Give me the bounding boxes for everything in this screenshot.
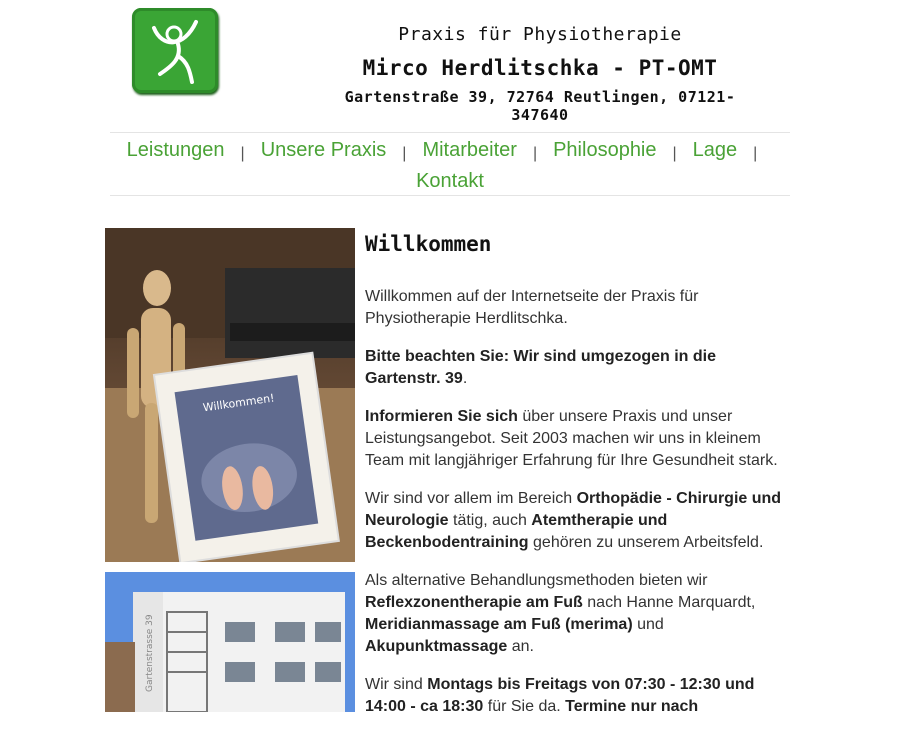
frame-caption: Willkommen! [202,391,276,415]
specialties-paragraph: Wir sind vor allem im Bereich Orthopädie - Chirurgie und Neurologie tätig, auch Atemtherapie und Beckenbodentraining gehören zu unserem Arbeitsfeld. [365,490,782,551]
header-practice-name: Mirco Herdlitschka - PT-OMT [362,56,718,80]
header-address: Gartenstraße 39, 72764 Reutlingen, 07121-347640 [344,88,736,124]
nav-separator: | [532,145,538,162]
nav-separator: | [753,145,758,162]
nav-link-leistungen[interactable]: Leistungen [126,139,225,161]
nav-link-philosophie[interactable]: Philosophie [553,139,657,161]
nav-separator: | [402,145,407,162]
practice-logo[interactable] [132,8,218,93]
nav-link-unsere-praxis[interactable]: Unsere Praxis [260,139,387,161]
relocation-notice: Bitte beachten Sie: Wir sind umgezogen in die Gartenstr. 39. [365,348,717,387]
nav-link-lage[interactable]: Lage [692,139,738,161]
nav-separator: | [240,145,245,162]
page-title: Willkommen [365,232,492,256]
main-navigation [110,132,790,196]
alternative-methods-paragraph: Als alternative Behandlungsmethoden bieten wir Reflexzonentherapie am Fuß nach Hanne Marquardt, Meridianmassage am Fuß (merima) und Akupunktmassage an. [365,572,756,655]
intro-paragraph: Willkommen auf der Internetseite der Praxis für Physiotherapie Herdlitschka. [365,288,699,327]
info-paragraph: Informieren Sie sich über unsere Praxis und unser Leistungsangebot. Seit 2003 machen wir uns in kleinem Team mit langjähriger Erfahrung für Ihre Gesundheit stark. [365,408,778,469]
nav-link-mitarbeiter[interactable]: Mitarbeiter [422,139,517,161]
building-address-sign: Gartenstrasse 39 [145,614,155,692]
main-content [365,230,785,734]
site-header [0,0,900,125]
nav-link-kontakt[interactable]: Kontakt [416,170,484,192]
nav-separator: | [672,145,677,162]
header-practice-type: Praxis für Physiotherapie [398,24,682,45]
running-figure-icon [132,8,218,93]
building-photo [105,572,355,712]
welcome-photo [105,228,355,562]
opening-hours-paragraph: Wir sind Montags bis Freitags von 07:30 - 12:30 und 14:00 - ca 18:30 für Sie da. Termine nur nach [365,676,755,715]
